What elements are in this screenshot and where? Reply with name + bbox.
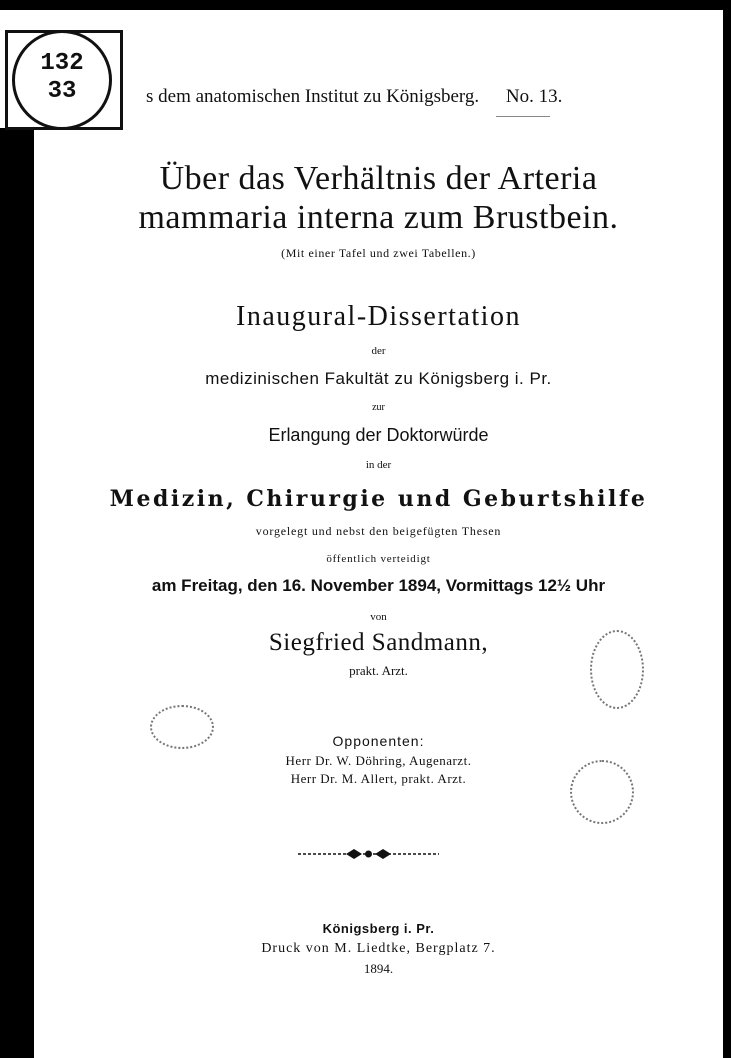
faint-stamp-lower-right-icon <box>570 760 634 824</box>
fields-line: Medizin, Chirurgie und Geburtshilfe <box>109 486 648 512</box>
opponent-2: Herr Dr. M. Allert, prakt. Arzt. <box>290 771 467 786</box>
stamp-number-top: 132 <box>40 50 84 77</box>
presented-line: vorgelegt und nebst den beigefügten Thesen <box>255 524 502 538</box>
text-von: von <box>370 611 387 623</box>
imprint-city: Königsberg i. Pr. <box>322 921 435 936</box>
text-in-der: in der <box>365 459 392 471</box>
text-zur: zur <box>372 402 385 413</box>
imprint-printer: Druck von M. Liedtke, Bergplatz 7. <box>261 941 496 956</box>
title-line-2: mammaria interna zum Brustbein. <box>138 199 619 236</box>
series-line: s dem anatomischen Institut zu Königsberg. <box>146 86 480 107</box>
scan-top-border <box>0 0 731 10</box>
scan-left-border <box>0 0 34 1058</box>
series-number: No. 13. <box>505 86 563 107</box>
title-line-1: Über das Verhältnis der Arteria <box>159 160 598 197</box>
opponent-1: Herr Dr. W. Döhring, Augenarzt. <box>285 753 472 768</box>
title-subtitle: (Mit einer Tafel und zwei Tabellen.) <box>281 246 476 260</box>
ornament-divider-icon <box>296 846 441 862</box>
faculty-line: medizinischen Fakultät zu Königsberg i. Pr. <box>205 369 552 388</box>
scan-right-border <box>723 0 731 1058</box>
header-rule <box>496 116 550 117</box>
defense-date: am Freitag, den 16. November 1894, Vormittags 12½ Uhr <box>151 576 606 595</box>
library-stamp <box>0 10 130 128</box>
series-header <box>146 86 562 108</box>
purpose-line: Erlangung der Doktorwürde <box>268 425 489 445</box>
stamp-number-bottom: 33 <box>47 78 77 105</box>
author-title: prakt. Arzt. <box>349 663 408 678</box>
dissertation-heading: Inaugural-Dissertation <box>236 301 521 332</box>
opponents-label: Opponenten: <box>332 733 425 749</box>
author-name: Siegfried Sandmann, <box>268 629 489 656</box>
imprint-year: 1894. <box>363 961 394 976</box>
text-der: der <box>371 345 386 357</box>
defended-line: öffentlich verteidigt <box>326 553 431 565</box>
